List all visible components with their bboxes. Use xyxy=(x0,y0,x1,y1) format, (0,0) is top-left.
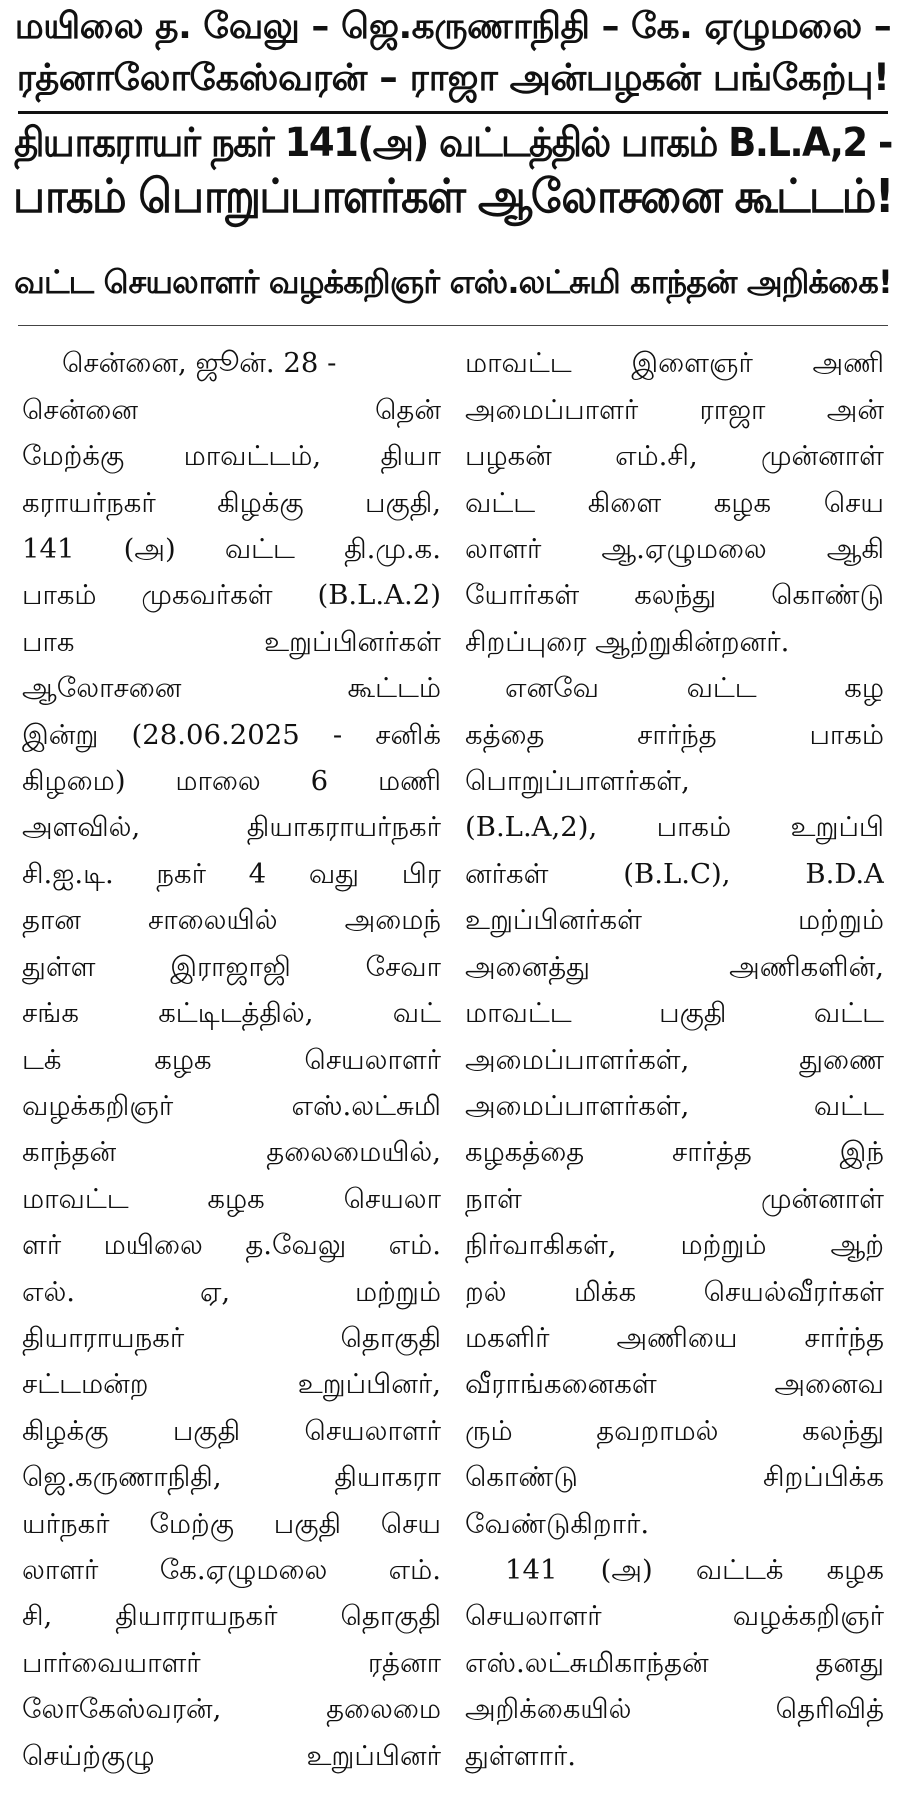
body-line: பொறுப்பாளர்கள், xyxy=(465,765,690,798)
body-line: சி.ஐ.டி. நகர் 4 வது பிர xyxy=(22,857,441,890)
body-line: நிர்வாகிகள், மற்றும் ஆற் xyxy=(465,1229,884,1262)
body-line: கழகத்தை சார்த்த இந் xyxy=(465,1136,884,1169)
headline-divider xyxy=(18,111,888,114)
body-line: மாவட்ட கழக செயலா xyxy=(22,1182,441,1215)
body-line: வழக்கறிஞர் எஸ்.லட்சுமி xyxy=(22,1089,441,1122)
body-line: ஜெ.கருணாநிதி, தியாகரா xyxy=(22,1461,441,1494)
body-line: கராயர்நகர் கிழக்கு பகுதி, xyxy=(22,486,441,519)
body-line: பாக உறுப்பினர்கள் xyxy=(22,625,441,658)
body-line: வட்ட கிளை கழக செய xyxy=(465,486,884,519)
body-line: காந்தன் தலைமையில், xyxy=(22,1136,441,1169)
body-line: அமைப்பாளர்கள், வட்ட xyxy=(465,1089,884,1122)
body-line: லோகேஸ்வரன், தலைமை xyxy=(22,1693,441,1726)
body-line: மாவட்ட இளைஞர் அணி xyxy=(465,347,884,380)
body-line: லாளர் கே.ஏழுமலை எம். xyxy=(22,1553,441,1586)
body-line: அமைப்பாளர் ராஜா அன் xyxy=(465,393,884,426)
news-article xyxy=(0,4,906,1798)
body-line: கொண்டு சிறப்பிக்க xyxy=(465,1461,884,1494)
body-line: துள்ள இராஜாஜி சேவா xyxy=(22,950,441,983)
body-line: ஆலோசனை கூட்டம் xyxy=(22,672,441,705)
column-left xyxy=(22,340,441,1779)
body-line: பார்வையாளர் ரத்னா xyxy=(22,1646,441,1679)
body-line: அறிக்கையில் தெரிவித் xyxy=(465,1693,884,1726)
body-line: டக் கழக செயலாளர் xyxy=(22,1043,441,1076)
body-line: செய்ற்குழு உறுப்பினர் xyxy=(22,1739,441,1772)
body-line: லாளர் ஆ.ஏழுமலை ஆகி xyxy=(465,533,884,566)
body-line: கிழக்கு பகுதி செயலாளர் xyxy=(22,1414,441,1447)
body-line: சங்க கட்டிடத்தில், வட் xyxy=(22,997,441,1030)
kicker-line-2: ரத்னாலோகேஸ்வரன் – ராஜா அன்பழகன் பங்கேற்பு! xyxy=(16,56,890,99)
body-line: ளர் மயிலை த.வேலு எம். xyxy=(22,1229,441,1262)
body-line: ரும் தவறாமல் கலந்து xyxy=(465,1414,884,1447)
body-divider xyxy=(18,325,888,326)
body-line: றல் மிக்க செயல்வீரர்கள் xyxy=(465,1275,884,1308)
body-line: யர்நகர் மேற்கு பகுதி செய xyxy=(22,1507,441,1540)
body-line: அளவில், தியாகராயர்நகர் xyxy=(22,811,441,844)
body-line: சி, தியாராயநகர் தொகுதி xyxy=(22,1600,441,1633)
body-line: மேற்க்கு மாவட்டம், தியா xyxy=(22,440,441,473)
body-line: எல். ஏ, மற்றும் xyxy=(22,1275,441,1308)
kicker-line-1: மயிலை த. வேலு – ஜெ.கருணாநிதி – கே. ஏழுமலை – xyxy=(14,6,892,47)
body-line: இன்று (28.06.2025 - சனிக் xyxy=(22,718,441,751)
body-line: சென்னை தென் xyxy=(22,393,441,426)
body-line: சென்னை, ஜூன். 28 - xyxy=(62,347,337,380)
body-line: னர்கள் (B.L.C), B.D.A xyxy=(465,857,884,890)
body-line: கிழமை) மாலை 6 மணி xyxy=(22,765,441,798)
body-line: வேண்டுகிறார். xyxy=(465,1507,650,1540)
subheadline: வட்ட செயலாளர் வழக்கறிஞர் எஸ்.லட்சுமி காந்தன் அறிக்கை! xyxy=(14,262,892,301)
headline-line-2: பாகம் பொறுப்பாளர்கள் ஆலோசனை கூட்டம்! xyxy=(13,170,893,225)
body-line: (B.L.A,2), பாகம் உறுப்பி xyxy=(465,811,884,844)
body-line: எனவே வட்ட கழ xyxy=(505,672,884,705)
body-line: யோர்கள் கலந்து கொண்டு xyxy=(465,579,884,612)
body-line: 141 (அ) வட்டக் கழக xyxy=(505,1553,884,1586)
body-line: அமைப்பாளர்கள், துணை xyxy=(465,1043,884,1076)
body-line: சிறப்புரை ஆற்றுகின்றனர். xyxy=(465,625,790,658)
body-line: நாள் முன்னாள் xyxy=(465,1182,884,1215)
body-line: தான சாலையில் அமைந் xyxy=(22,904,441,937)
body-line: பழகன் எம்.சி, முன்னாள் xyxy=(465,440,884,473)
body-line: உறுப்பினர்கள் மற்றும் xyxy=(465,904,884,937)
body-line: மகளிர் அணியை சார்ந்த xyxy=(465,1321,884,1354)
body-line: செயலாளர் வழக்கறிஞர் xyxy=(465,1600,884,1633)
body-line: அனைத்து அணிகளின், xyxy=(465,950,884,983)
body-line: மாவட்ட பகுதி வட்ட xyxy=(465,997,884,1030)
body-line: கத்தை சார்ந்த பாகம் xyxy=(465,718,884,751)
body-line: வீராங்கனைகள் அனைவ xyxy=(465,1368,884,1401)
body-line: 141 (அ) வட்ட தி.மு.க. xyxy=(22,533,441,566)
body-line: எஸ்.லட்சுமிகாந்தன் தனது xyxy=(465,1646,884,1679)
body-line: சட்டமன்ற உறுப்பினர், xyxy=(22,1368,441,1401)
headline-line-1: தியாகராயர் நகர் 141(அ) வட்டத்தில் பாகம் B.L.A,2 - xyxy=(14,119,892,166)
body-line: தியாராயநகர் தொகுதி xyxy=(22,1321,441,1354)
column-right xyxy=(465,340,884,1779)
body-line: பாகம் முகவர்கள் (B.L.A.2) xyxy=(22,579,441,612)
article-body xyxy=(10,340,896,1779)
body-line: துள்ளார். xyxy=(465,1739,576,1772)
